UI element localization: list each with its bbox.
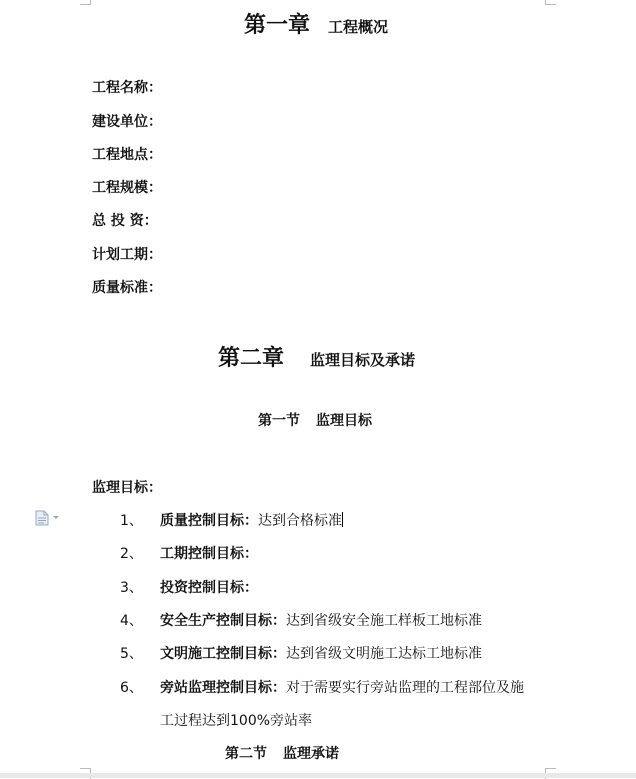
goal-number: 6、 — [120, 680, 143, 696]
crop-mark — [545, 0, 556, 5]
goal-item — [120, 510, 343, 530]
field-label: 建设单位： — [92, 114, 162, 130]
text-cursor — [342, 512, 343, 527]
goal-name: 投资控制目标： — [160, 580, 258, 596]
goal-item — [120, 577, 258, 597]
chapter-2-title: 监理目标及承诺 — [310, 351, 416, 369]
goal-name: 工期控制目标： — [160, 546, 258, 562]
chapter-2-heading — [218, 341, 415, 372]
chapter-2-number: 第二章 — [218, 346, 285, 371]
section-1-title: 监理目标 — [316, 413, 372, 429]
goal-number: 2、 — [120, 546, 143, 562]
section-2-title: 监理承诺 — [283, 746, 339, 762]
chapter-1-number: 第一章 — [244, 13, 311, 38]
goal-value[interactable]: 达到省级安全施工样板工地标准 — [286, 613, 482, 629]
goal-value[interactable]: 达到合格标准 — [258, 513, 342, 529]
goal-number: 4、 — [120, 613, 143, 629]
goal-item — [120, 677, 524, 697]
goal-item — [120, 610, 482, 630]
chapter-1-heading — [244, 8, 388, 39]
section-2-heading — [225, 743, 339, 763]
field-label: 工程规模： — [92, 180, 162, 196]
section-1-heading — [258, 410, 372, 430]
goal-name: 安全生产控制目标： — [160, 613, 286, 629]
goal-number: 5、 — [120, 646, 143, 662]
field-label: 计划工期： — [92, 247, 162, 263]
section-2-number: 第二节 — [225, 746, 267, 762]
field-label: 质量标准： — [92, 280, 162, 296]
document-icon[interactable] — [34, 510, 64, 526]
goal-continuation[interactable]: 工过程达到100%旁站率 — [160, 713, 313, 729]
page-bottom-edge — [0, 773, 636, 778]
goal-number: 1、 — [120, 513, 143, 529]
section-1-number: 第一节 — [258, 413, 300, 429]
chevron-down-icon — [53, 516, 59, 519]
field-label: 工程名称： — [92, 80, 162, 96]
crop-mark — [80, 0, 91, 5]
chapter-1-title: 工程概况 — [328, 18, 389, 36]
goal-value[interactable]: 对于需要实行旁站监理的工程部位及施 — [286, 680, 524, 696]
field-label: 总 投 资： — [92, 213, 158, 229]
field-label: 工程地点： — [92, 147, 162, 163]
goal-item — [120, 643, 482, 663]
goal-item — [120, 543, 258, 563]
goal-name: 旁站监理控制目标： — [160, 680, 286, 696]
goals-label: 监理目标： — [92, 480, 162, 496]
goal-name: 质量控制目标： — [160, 513, 258, 529]
goal-number: 3、 — [120, 580, 143, 596]
goal-name: 文明施工控制目标： — [160, 646, 286, 662]
goal-value[interactable]: 达到省级文明施工达标工地标准 — [286, 646, 482, 662]
